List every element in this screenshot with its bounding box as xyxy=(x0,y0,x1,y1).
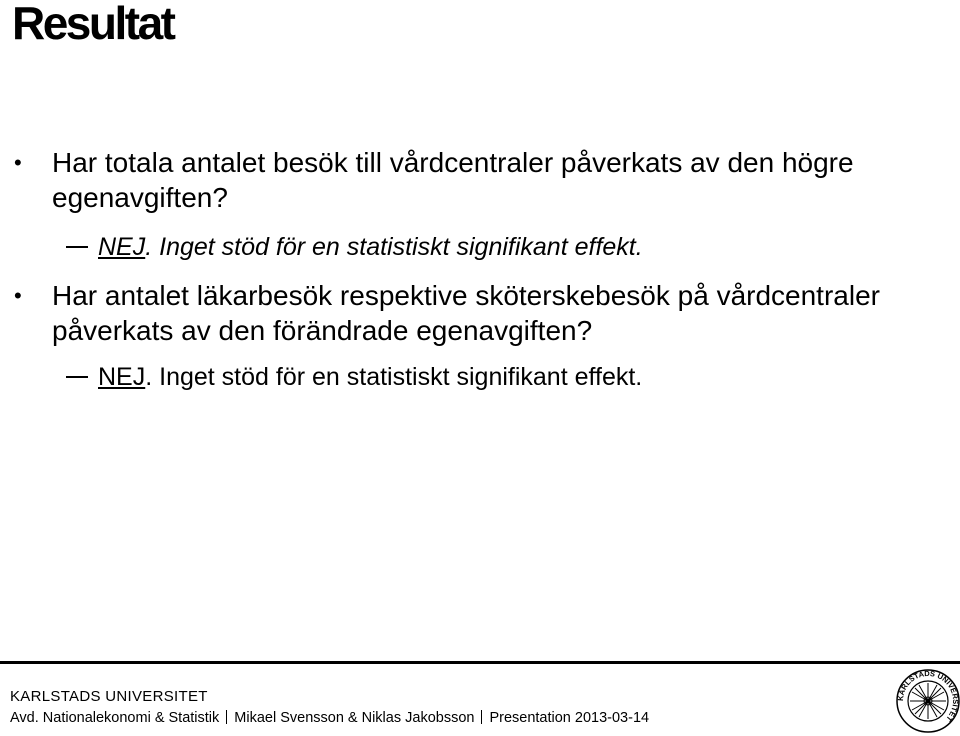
footer-line xyxy=(10,710,649,726)
university-name: KARLSTADS UNIVERSITET xyxy=(10,688,208,705)
bullet-dot: • xyxy=(14,283,22,308)
bullet-item-2 xyxy=(14,278,932,348)
footer-separator xyxy=(481,710,482,724)
bullet-item-1 xyxy=(14,145,932,215)
footer-separator xyxy=(226,710,227,724)
footer-authors: Mikael Svensson & Niklas Jakobsson xyxy=(234,710,475,726)
footer-department: Avd. Nationalekonomi & Statistik xyxy=(10,710,220,726)
answer-keyword: NEJ xyxy=(98,363,146,391)
svg-text:KARLSTADS UNIVERSITET: KARLSTADS UNIVERSITET xyxy=(896,669,960,724)
university-seal-icon xyxy=(896,669,960,733)
bullet-dot: • xyxy=(14,150,22,175)
answer-keyword: NEJ xyxy=(98,233,146,261)
slide-title: Resultat xyxy=(12,0,174,49)
footer-presentation: Presentation 2013-03-14 xyxy=(489,710,650,726)
answer-text: . Inget stöd för en statistiskt signifikant effekt. xyxy=(145,363,643,391)
sub-bullet-2 xyxy=(98,362,642,392)
bullet-text: Har antalet läkarbesök respektive sköterskebesök på vårdcentraler påverkats av den förändrade egenavgiften? xyxy=(52,280,880,346)
sub-bullet-1 xyxy=(98,232,643,262)
answer-text: . Inget stöd för en statistiskt signifikant effekt. xyxy=(145,233,643,261)
footer-divider xyxy=(0,661,960,664)
bullet-text: Har totala antalet besök till vårdcentraler påverkats av den högre egenavgiften? xyxy=(52,147,854,213)
dash-marker xyxy=(66,246,88,248)
dash-marker xyxy=(66,376,88,378)
